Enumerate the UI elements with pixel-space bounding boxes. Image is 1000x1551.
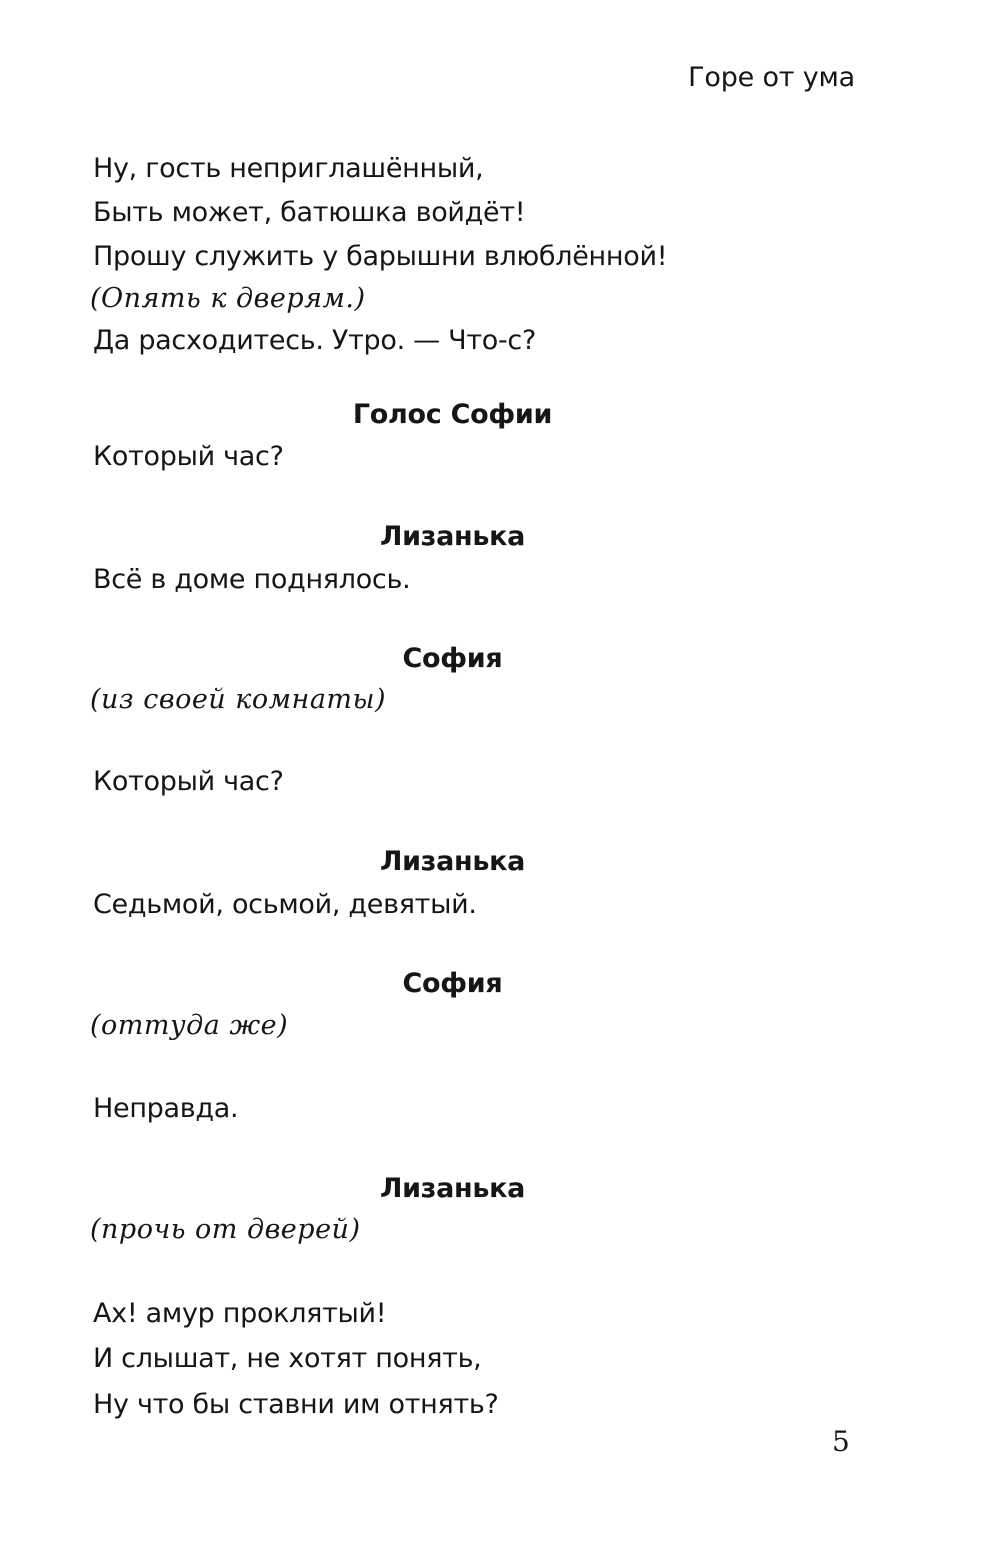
stage-direction: (прочь от дверей) — [90, 1214, 361, 1245]
speaker-name: София — [402, 643, 503, 674]
verse-line: Ах! амур проклятый! — [93, 1298, 387, 1329]
verse-line: Который час? — [93, 441, 284, 472]
stage-direction: (оттуда же) — [90, 1010, 289, 1041]
verse-line: Который час? — [93, 766, 284, 797]
verse-line: Неправда. — [93, 1093, 239, 1124]
verse-line: Всё в доме поднялось. — [93, 564, 411, 595]
verse-line: Ну, гость неприглашённый, — [93, 153, 484, 184]
page-number: 5 — [832, 1425, 850, 1458]
verse-line: И слышат, не хотят понять, — [93, 1343, 482, 1374]
speaker-name: Лизанька — [379, 1173, 526, 1204]
stage-direction: (Опять к дверям.) — [90, 283, 366, 314]
verse-line: Да расходитесь. Утро. — Что-с? — [93, 325, 536, 356]
running-title: Горе от ума — [688, 62, 855, 93]
speaker-name: Лизанька — [379, 846, 526, 877]
verse-line: Прошу служить у барышни влюблённой! — [93, 241, 668, 272]
speaker-name: Лизанька — [379, 521, 526, 552]
stage-direction: (из своей комнаты) — [90, 684, 387, 715]
verse-line: Быть может, батюшка войдёт! — [93, 197, 526, 228]
verse-line: Седьмой, осьмой, девятый. — [93, 889, 477, 920]
verse-line: Ну что бы ставни им отнять? — [93, 1389, 499, 1420]
speaker-name: Голос Софии — [352, 399, 553, 430]
speaker-name: София — [402, 968, 503, 999]
